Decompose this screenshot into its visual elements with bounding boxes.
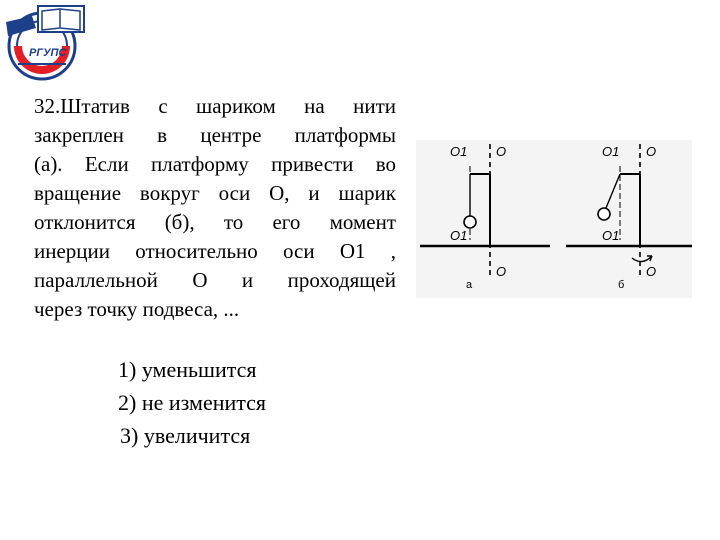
- caption-a: а: [466, 279, 473, 291]
- label-o1-mid: O1: [602, 228, 620, 243]
- label-o-bottom: O: [496, 264, 507, 279]
- question-text: [34, 92, 396, 324]
- ball: [598, 208, 610, 220]
- label-o1-mid: O1: [450, 228, 468, 243]
- rotating-platform-figure: [416, 140, 692, 298]
- caption-b: б: [618, 279, 625, 291]
- answer-option-3[interactable]: 3) увеличится: [120, 423, 251, 448]
- label-o-bottom: O: [646, 264, 657, 279]
- label-o1-top: O1: [602, 144, 620, 159]
- question-line: 32.Штатив с шариком на нити: [34, 94, 396, 118]
- answer-options: [118, 353, 266, 452]
- university-logo: [2, 2, 88, 84]
- question-line: параллельной О и проходящей: [34, 268, 396, 292]
- question-line: вращение вокруг оси О, и шарик: [34, 181, 396, 205]
- answer-option-2[interactable]: 2) не изменится: [118, 390, 267, 415]
- label-o-top: O: [496, 144, 507, 159]
- question-line: отклонится (б), то его момент: [34, 210, 396, 234]
- ball: [464, 216, 476, 228]
- question-line: (а). Если платформу привести во: [34, 152, 396, 176]
- answer-option-1[interactable]: 1) уменьшится: [118, 357, 257, 382]
- label-o-top: O: [646, 144, 657, 159]
- question-line: закреплен в центре платформы: [34, 123, 396, 147]
- label-o1-top: O1: [450, 144, 468, 159]
- question-line: через точку подвеса, ...: [34, 297, 240, 321]
- logo-text: РГУПС: [29, 47, 67, 59]
- question-line: инерции относительно оси О1 ,: [34, 239, 396, 263]
